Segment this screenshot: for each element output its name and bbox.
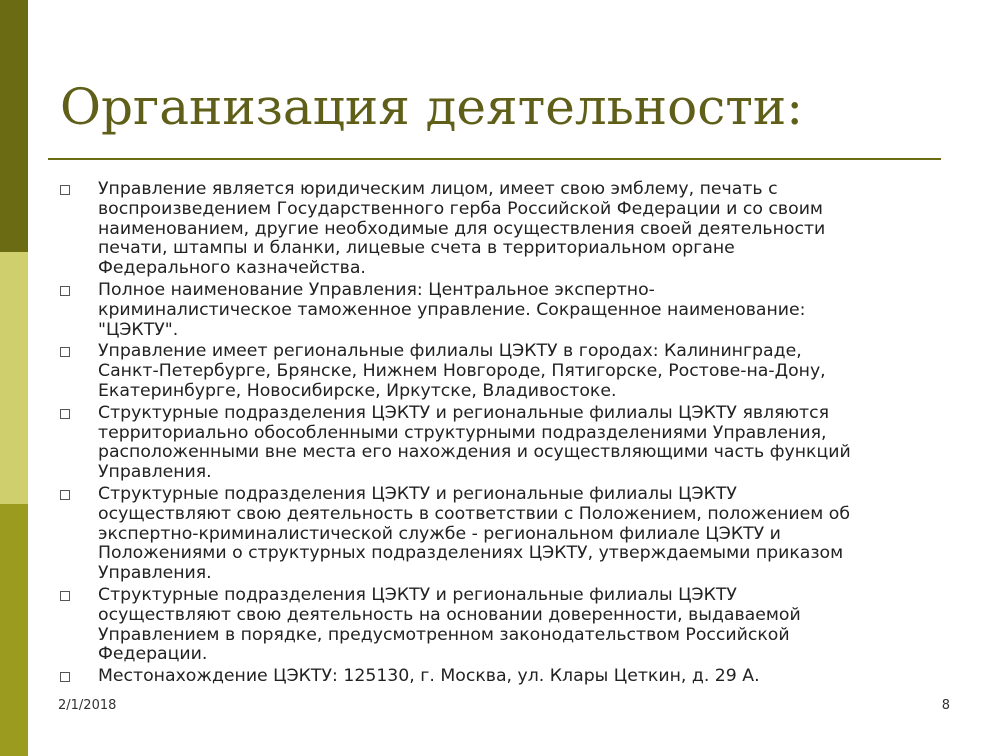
square-bullet-icon [60,591,70,601]
slide-title: Организация деятельности: [60,78,804,136]
slide-page-number: 8 [941,698,950,713]
list-item [60,281,960,340]
list-item-text: Управление является юридическим лицом, имеет свою эмблему, печать с воспроизведением Государственного герба Российской Федерации и со своим наименованием, другие необходимые для осуществления своей деятельности печати, штампы и бланки, лицевые счета в территориальном органе Федерального казначейства. [98,179,826,279]
list-item-text: Структурные подразделения ЦЭКТУ и региональные филиалы ЦЭКТУ осуществляют свою деятельность в соответствии с Положением, положением об экспертно-криминалистической службе - региональном филиале ЦЭКТУ и Положениями о структурных подразделениях ЦЭКТУ, утверждаемыми приказом Управления. [98,483,850,584]
square-bullet-icon [60,286,70,296]
list-item-text: Полное наименование Управления: Центральное экспертно- криминалистическое таможенное управление. Сокращенное наименование: "ЦЭКТУ". [98,279,806,340]
list-item [60,586,960,665]
sidebar-band-top [0,0,28,252]
square-bullet-icon [60,185,70,195]
square-bullet-icon [60,347,70,357]
list-item-text: Структурные подразделения ЦЭКТУ и региональные филиалы ЦЭКТУ являются территориально обособленными структурными подразделениями Управления, расположенными вне места его нахождения и осуществляющими часть функций Управления. [98,402,851,483]
list-item-text: Управление имеет региональные филиалы ЦЭКТУ в городах: Калининграде, Санкт-Петербурге, Брянске, Нижнем Новгороде, Пятигорске, Ростове-на-Дону, Екатеринбурге, Новосибирске, Иркутске, Владивостоке. [98,341,826,401]
square-bullet-icon [60,672,70,682]
list-item [60,404,960,483]
sidebar-band-bottom [0,504,28,756]
sidebar-band-middle [0,252,28,504]
list-item [60,485,960,584]
list-item [60,180,960,279]
list-item-text: Структурные подразделения ЦЭКТУ и региональные филиалы ЦЭКТУ осуществляют свою деятельность на основании доверенности, выдаваемой Управлением в порядке, предусмотренном законодательством Российской Федерации. [98,584,801,665]
bullet-list [60,180,960,687]
title-divider [48,158,941,160]
square-bullet-icon [60,409,70,419]
square-bullet-icon [60,490,70,500]
slide-date: 2/1/2018 [58,698,117,713]
list-item-text: Местонахождение ЦЭКТУ: 125130, г. Москва, ул. Клары Цеткин, д. 29 А. [98,666,760,687]
list-item [60,342,960,401]
list-item [60,667,960,687]
